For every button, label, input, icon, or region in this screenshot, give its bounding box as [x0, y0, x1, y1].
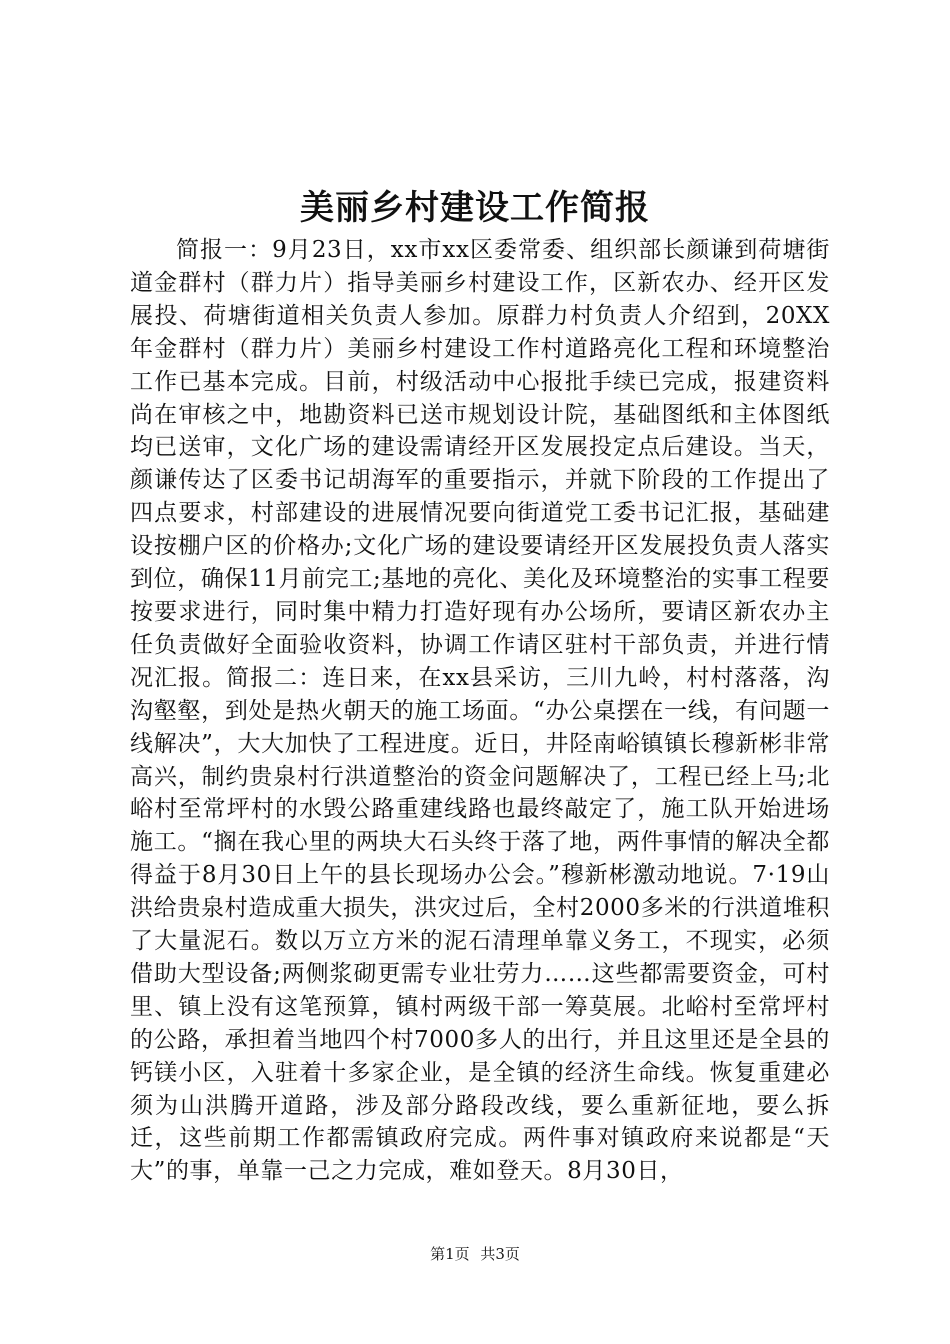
document-title: 美丽乡村建设工作简报	[300, 188, 650, 228]
page-footer	[0, 1243, 950, 1265]
page-number: 第1页	[430, 1245, 470, 1263]
page-total: 共3页	[480, 1245, 520, 1263]
document-body: 简报一：9月23日，xx市xx区委常委、组织部长颜谦到荷塘街道金群村（群力片）指导美丽乡村建设工作，区新农办、经开区发展投、荷塘街道相关负责人参加。原群力村负责人介绍到，20XX年金群村（群力片）美丽乡村建设工作村道路亮化工程和环境整治工作已基本完成。目前，村级活动中心报批手续已完成，报建资料尚在审核之中，地勘资料已送市规划设计院，基础图纸和主体图纸均已送审，文化广场的建设需请经开区发展投定点后建设。当天，颜谦传达了区委书记胡海军的重要指示，并就下阶段的工作提出了四点要求，村部建设的进展情况要向街道党工委书记汇报，基础建设按棚户区的价格办;文化广场的建设要请经开区发展投负责人落实到位，确保11月前完工;基地的亮化、美化及环境整治的实事工程要按要求进行，同时集中精力打造好现有办公场所，要请区新农办主任负责做好全面验收资料，协调工作请区驻村干部负责，并进行情况汇报。简报二：连日来，在xx县采访，三川九岭，村村落落，沟沟壑壑，到处是热火朝天的施工场面。“办公桌摆在一线，有问题一线解决”，大大加快了工程进度。近日，井陉南峪镇镇长穆新彬非常高兴，制约贵泉村行洪道整治的资金问题解决了，工程已经上马;北峪村至常坪村的水毁公路重建线路也最终敲定了，施工队开始进场施工。“搁在我心里的两块大石头终于落了地，两件事情的解决全都得益于8月30日上午的县长现场办公会。”穆新彬激动地说。7·19山洪给贵泉村造成重大损失，洪灾过后，全村2000多米的行洪道堆积了大量泥石。数以万立方米的泥石清理单靠义务工，不现实，必须借助大型设备;两侧浆砌更需专业壮劳力……这些都需要资金，可村里、镇上没有这笔预算，镇村两级干部一筹莫展。北峪村至常坪村的公路，承担着当地四个村7000多人的出行，并且这里还是全县的钙镁小区，入驻着十多家企业，是全镇的经济生命线。恢复重建必须为山洪腾开道路，涉及部分路段改线，要么重新征地，要么拆迁，这些前期工作都需镇政府完成。两件事对镇政府来说都是“天大”的事，单靠一己之力完成，难如登天。8月30日，	[130, 237, 830, 1185]
